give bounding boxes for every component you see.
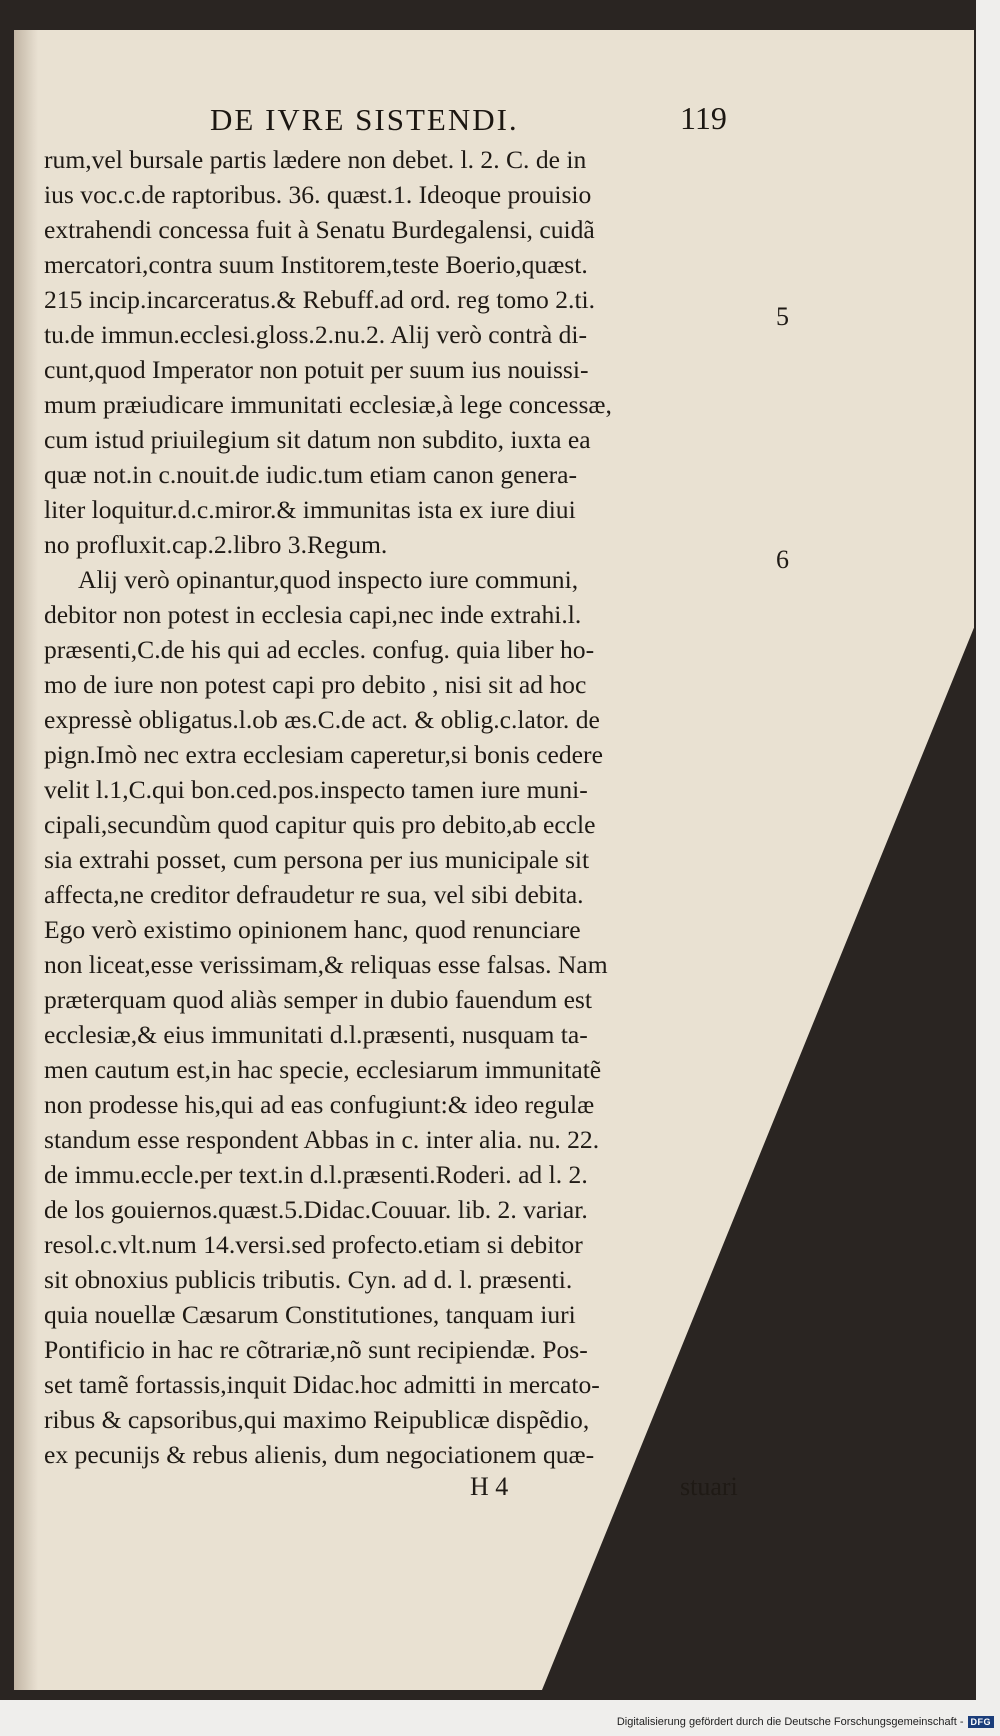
text-line: cipali,secundùm quod capitur quis pro debito,ab eccle (44, 810, 596, 839)
marginal-note-6: 6 (776, 545, 789, 574)
text-line: sia extrahi posset, cum persona per ius municipale sit (44, 845, 590, 874)
body-text (44, 142, 774, 1472)
text-line: standum esse respondent Abbas in c. inter alia. nu. 22. (44, 1125, 600, 1154)
text-line: de immu.eccle.per text.in d.l.præsenti.Roderi. ad l. 2. (44, 1160, 588, 1189)
text-line: non liceat,esse verissimam,& reliquas esse falsas. Nam (44, 950, 608, 979)
text-line: debitor non potest in ecclesia capi,nec inde extrahi.l. (44, 600, 582, 629)
text-line: de los gouiernos.quæst.5.Didac.Couuar. lib. 2. variar. (44, 1195, 588, 1224)
text-line: velit l.1,C.qui bon.ced.pos.inspecto tamen iure muni- (44, 775, 588, 804)
text-line: liter loquitur.d.c.miror.& immunitas ista ex iure diui (44, 495, 576, 524)
text-line: men cautum est,in hac specie, ecclesiarum immunitatẽ (44, 1055, 602, 1084)
text-line: extrahendi concessa fuit à Senatu Burdegalensi, cuidã (44, 215, 595, 244)
text-line: 215 incip.incarceratus.& Rebuff.ad ord. reg tomo 2.ti. (44, 285, 596, 314)
marginal-note-5: 5 (776, 302, 789, 331)
text-line: sit obnoxius publicis tributis. Cyn. ad d. l. præsenti. (44, 1265, 573, 1294)
text-line: Ego verò existimo opinionem hanc, quod renunciare (44, 915, 581, 944)
text-line: expressè obligatus.l.ob æs.C.de act. & oblig.c.lator. de (44, 705, 600, 734)
text-line: mercatori,contra suum Institorem,teste Boerio,quæst. (44, 250, 588, 279)
footer-text: Digitalisierung gefördert durch die Deutsche Forschungsgemeinschaft - (616, 1716, 964, 1728)
dfg-logo: DFG (968, 1716, 995, 1728)
signature-mark: H 4 (470, 1472, 509, 1501)
text-line: præterquam quod aliàs semper in dubio fauendum est (44, 985, 593, 1014)
text-line: no profluxit.cap.2.libro 3.Regum. (44, 530, 388, 559)
text-line: quia nouellæ Cæsarum Constitutiones, tanquam iuri (44, 1300, 576, 1329)
text-line: ex pecunijs & rebus alienis, dum negociationem quæ- (44, 1440, 595, 1469)
text-line: Alij verò opinantur,quod inspecto iure communi, (78, 565, 579, 594)
text-line: mo de iure non potest capi pro debito , nisi sit ad hoc (44, 670, 587, 699)
text-line: tu.de immun.ecclesi.gloss.2.nu.2. Alij verò contrà di- (44, 320, 588, 349)
text-line: ecclesiæ,& eius immunitati d.l.præsenti, nusquam ta- (44, 1020, 588, 1049)
text-line: Pontificio in hac re cõtrariæ,nõ sunt recipiendæ. Pos- (44, 1335, 588, 1364)
footer-credit (617, 1714, 994, 1730)
page-number: 119 (680, 100, 727, 136)
text-line: cunt,quod Imperator non potuit per suum ius nouissi- (44, 355, 589, 384)
text-line: præsenti,C.de his qui ad eccles. confug. quia liber ho- (44, 635, 595, 664)
text-line: cum istud priuilegium sit datum non subdito, iuxta ea (44, 425, 591, 454)
text-line: set tamẽ fortassis,inquit Didac.hoc admitti in mercato- (44, 1370, 600, 1399)
text-line: affecta,ne creditor defraudetur re sua, vel sibi debita. (44, 880, 584, 909)
text-line: pign.Imò nec extra ecclesiam caperetur,si bonis cedere (44, 740, 603, 769)
catchword: stuari (680, 1472, 738, 1501)
text-line: rum,vel bursale partis lædere non debet. l. 2. C. de in (44, 145, 587, 174)
text-line: mum præiudicare immunitati ecclesiæ,à lege concessæ, (44, 390, 612, 419)
gutter-shadow (14, 30, 38, 1690)
text-line: resol.c.vlt.num 14.versi.sed profecto.etiam si debitor (44, 1230, 583, 1259)
text-line: ribus & capsoribus,qui maximo Reipublicæ dispẽdio, (44, 1405, 590, 1434)
running-header: DE IVRE SISTENDI. (210, 102, 519, 137)
text-line: quæ not.in c.nouit.de iudic.tum etiam canon genera- (44, 460, 578, 489)
text-line: ius voc.c.de raptoribus. 36. quæst.1. Ideoque prouisio (44, 180, 592, 209)
text-line: non prodesse his,qui ad eas confugiunt:& ideo regulæ (44, 1090, 595, 1119)
